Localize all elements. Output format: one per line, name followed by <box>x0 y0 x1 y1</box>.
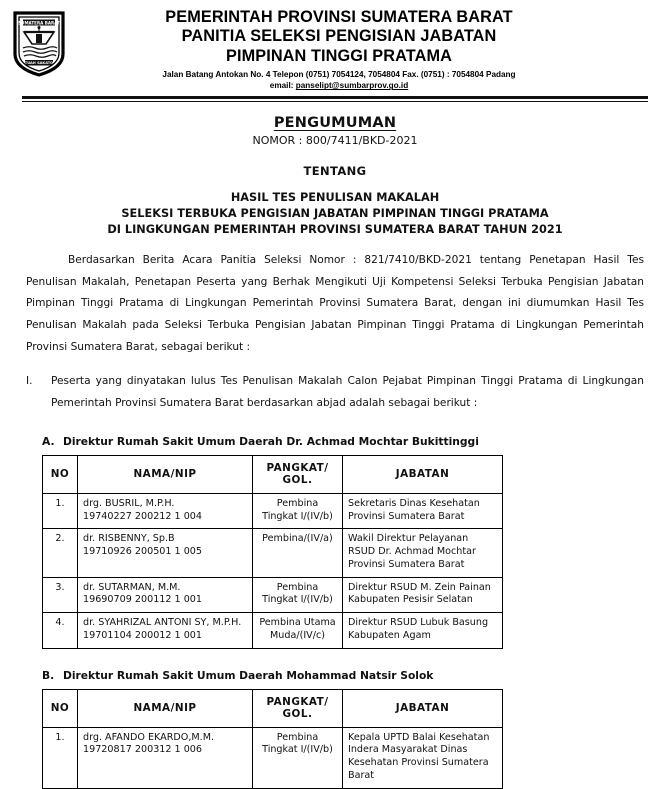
email-label: email: <box>269 81 296 91</box>
cell-pangkat: Pembina Tingkat I/(IV/b) <box>253 727 343 788</box>
document-title: PENGUMUMAN <box>273 114 397 131</box>
institution-line-3: PIMPINAN TINGGI PRATAMA <box>225 46 452 65</box>
institution-email-line <box>78 80 600 91</box>
results-table-a <box>42 455 503 649</box>
cell-nama: dr. SYAHRIZAL ANTONI SY, M.P.H. <box>83 617 242 629</box>
cell-nama-nip <box>78 529 253 577</box>
column-header-no: NO <box>43 455 78 493</box>
cell-pangkat: Pembina Tingkat I/(IV/b) <box>253 493 343 529</box>
document-body <box>0 250 670 789</box>
crest-container <box>0 8 78 78</box>
cell-no: 3. <box>43 577 78 613</box>
cell-nama-nip <box>78 727 253 788</box>
column-header-no: NO <box>43 689 78 727</box>
institution-line-1: PEMERINTAH PROVINSI SUMATERA BARAT <box>165 8 513 26</box>
column-header-pangkat-gol <box>253 455 343 493</box>
column-header-jabatan: JABATAN <box>343 455 503 493</box>
section-a <box>26 435 644 649</box>
cell-nip: 19720817 200312 1 006 <box>83 744 203 756</box>
list-marker: I. <box>26 375 33 388</box>
table-row <box>43 613 503 649</box>
column-header-jabatan: JABATAN <box>343 689 503 727</box>
document-subject <box>0 190 670 238</box>
cell-nama: dr. RISBENNY, Sp.B <box>83 533 175 545</box>
header-divider-rule <box>22 96 648 102</box>
cell-jabatan: Direktur RSUD M. Zein Painan Kabupaten Pesisir Selatan <box>343 577 503 613</box>
svg-text:TUAH SAKATO: TUAH SAKATO <box>24 61 54 66</box>
cell-nama-nip <box>78 613 253 649</box>
institution-line-2: PANITIA SELEKSI PENGISIAN JABATAN <box>181 27 497 46</box>
section-b <box>26 669 644 789</box>
cell-jabatan: Wakil Direktur Pelayanan RSUD Dr. Achmad Mochtar Provinsi Sumatera Barat <box>343 529 503 577</box>
cell-nama: drg. AFANDO EKARDO,M.M. <box>83 731 215 743</box>
institution-address: Jalan Batang Antokan No. 4 Telepon (0751) 7054124, 7054804 Fax. (0751) : 7054804 Padang <box>162 70 516 80</box>
table-row <box>43 727 503 788</box>
section-a-letter: A. <box>42 434 55 448</box>
subject-line-3: DI LINGKUNGAN PEMERINTAH PROVINSI SUMATERA BARAT TAHUN 2021 <box>107 222 563 236</box>
pangkat-header-line-2: GOL. <box>282 474 313 487</box>
sumatera-barat-crest-icon <box>11 10 67 78</box>
subject-line-2: SELEKSI TERBUKA PENGISIAN JABATAN PIMPINAN TINGGI PRATAMA <box>121 206 549 220</box>
cell-jabatan: Kepala UPTD Balai Kesehatan Indera Masyarakat Dinas Kesehatan Provinsi Sumatera Barat <box>343 727 503 788</box>
email-address: panselipt@sumbarprov.go.id <box>295 81 409 91</box>
table-row <box>43 577 503 613</box>
column-header-nama-nip: NAMA/NIP <box>78 455 253 493</box>
cell-no: 2. <box>43 529 78 577</box>
cell-nip: 19710926 200501 1 005 <box>83 546 203 558</box>
section-a-heading <box>42 435 644 448</box>
cell-jabatan: Direktur RSUD Lubuk Basung Kabupaten Agam <box>343 613 503 649</box>
cell-pangkat: Pembina Utama Muda/(IV/c) <box>253 613 343 649</box>
section-b-title: Direktur Rumah Sakit Umum Daerah Mohammad Natsir Solok <box>63 668 434 682</box>
pangkat-header-line-1: PANGKAT/ <box>266 695 329 708</box>
table-row <box>43 493 503 529</box>
document-number: NOMOR : 800/7411/BKD-2021 <box>252 133 418 147</box>
cell-no: 1. <box>43 493 78 529</box>
about-label: TENTANG <box>303 163 367 178</box>
cell-jabatan: Sekretaris Dinas Kesehatan Provinsi Sumatera Barat <box>343 493 503 529</box>
cell-nama-nip <box>78 493 253 529</box>
list-item-text: Peserta yang dinyatakan lulus Tes Penulisan Makalah Calon Pejabat Pimpinan Tinggi Pratama di Lingkungan Pemerintah Provinsi Sumatera Barat berdasarkan abjad adalah sebagai berikut : <box>51 375 644 410</box>
cell-no: 4. <box>43 613 78 649</box>
pangkat-header-line-1: PANGKAT/ <box>266 461 329 474</box>
cell-pangkat: Pembina/(IV/a) <box>253 529 343 577</box>
cell-nip: 19701104 200012 1 001 <box>83 629 203 641</box>
cell-no: 1. <box>43 727 78 788</box>
table-header-row <box>43 455 503 493</box>
section-a-title: Direktur Rumah Sakit Umum Daerah Dr. Achmad Mochtar Bukittinggi <box>63 434 479 448</box>
letterhead <box>0 0 670 91</box>
title-block <box>0 115 670 238</box>
section-b-heading <box>42 669 644 682</box>
svg-text:SUMATERA BARAT: SUMATERA BARAT <box>18 20 60 26</box>
cell-nama: dr. SUTARMAN, M.M. <box>83 581 181 593</box>
column-header-nama-nip: NAMA/NIP <box>78 689 253 727</box>
cell-pangkat: Pembina Tingkat I/(IV/b) <box>253 577 343 613</box>
cell-nama: drg. BUSRIL, M.P.H. <box>83 497 175 509</box>
section-b-letter: B. <box>42 668 55 682</box>
subject-line-1: HASIL TES PENULISAN MAKALAH <box>230 190 440 204</box>
table-row <box>43 529 503 577</box>
cell-nip: 19690709 200112 1 001 <box>83 594 203 606</box>
letterhead-text <box>78 8 670 91</box>
list-item-roman-one <box>26 371 644 414</box>
cell-nama-nip <box>78 577 253 613</box>
results-table-b <box>42 689 503 789</box>
intro-paragraph: Berdasarkan Berita Acara Panitia Seleksi Nomor : 821/7410/BKD-2021 tentang Penetapan Hasil Tes Penulisan Makalah, Penetapan Peserta yang Berhak Mengikuti Uji Kompetensi Seleksi Terbuka Pengisian Jabatan Pimpinan Tinggi Pratama di Lingkungan Pemerintah Provinsi Sumatera Barat, dengan ini diumumkan Hasil Tes Penulisan Makalah pada Seleksi Terbuka Pengisian Jabatan Pimpinan Tinggi Pratama di Lingkungan Pemerintah Provinsi Sumatera Barat, sebagai berikut : <box>26 253 644 353</box>
column-header-pangkat-gol <box>253 689 343 727</box>
table-header-row <box>43 689 503 727</box>
pangkat-header-line-2: GOL. <box>282 708 313 721</box>
cell-nip: 19740227 200212 1 004 <box>83 510 203 522</box>
